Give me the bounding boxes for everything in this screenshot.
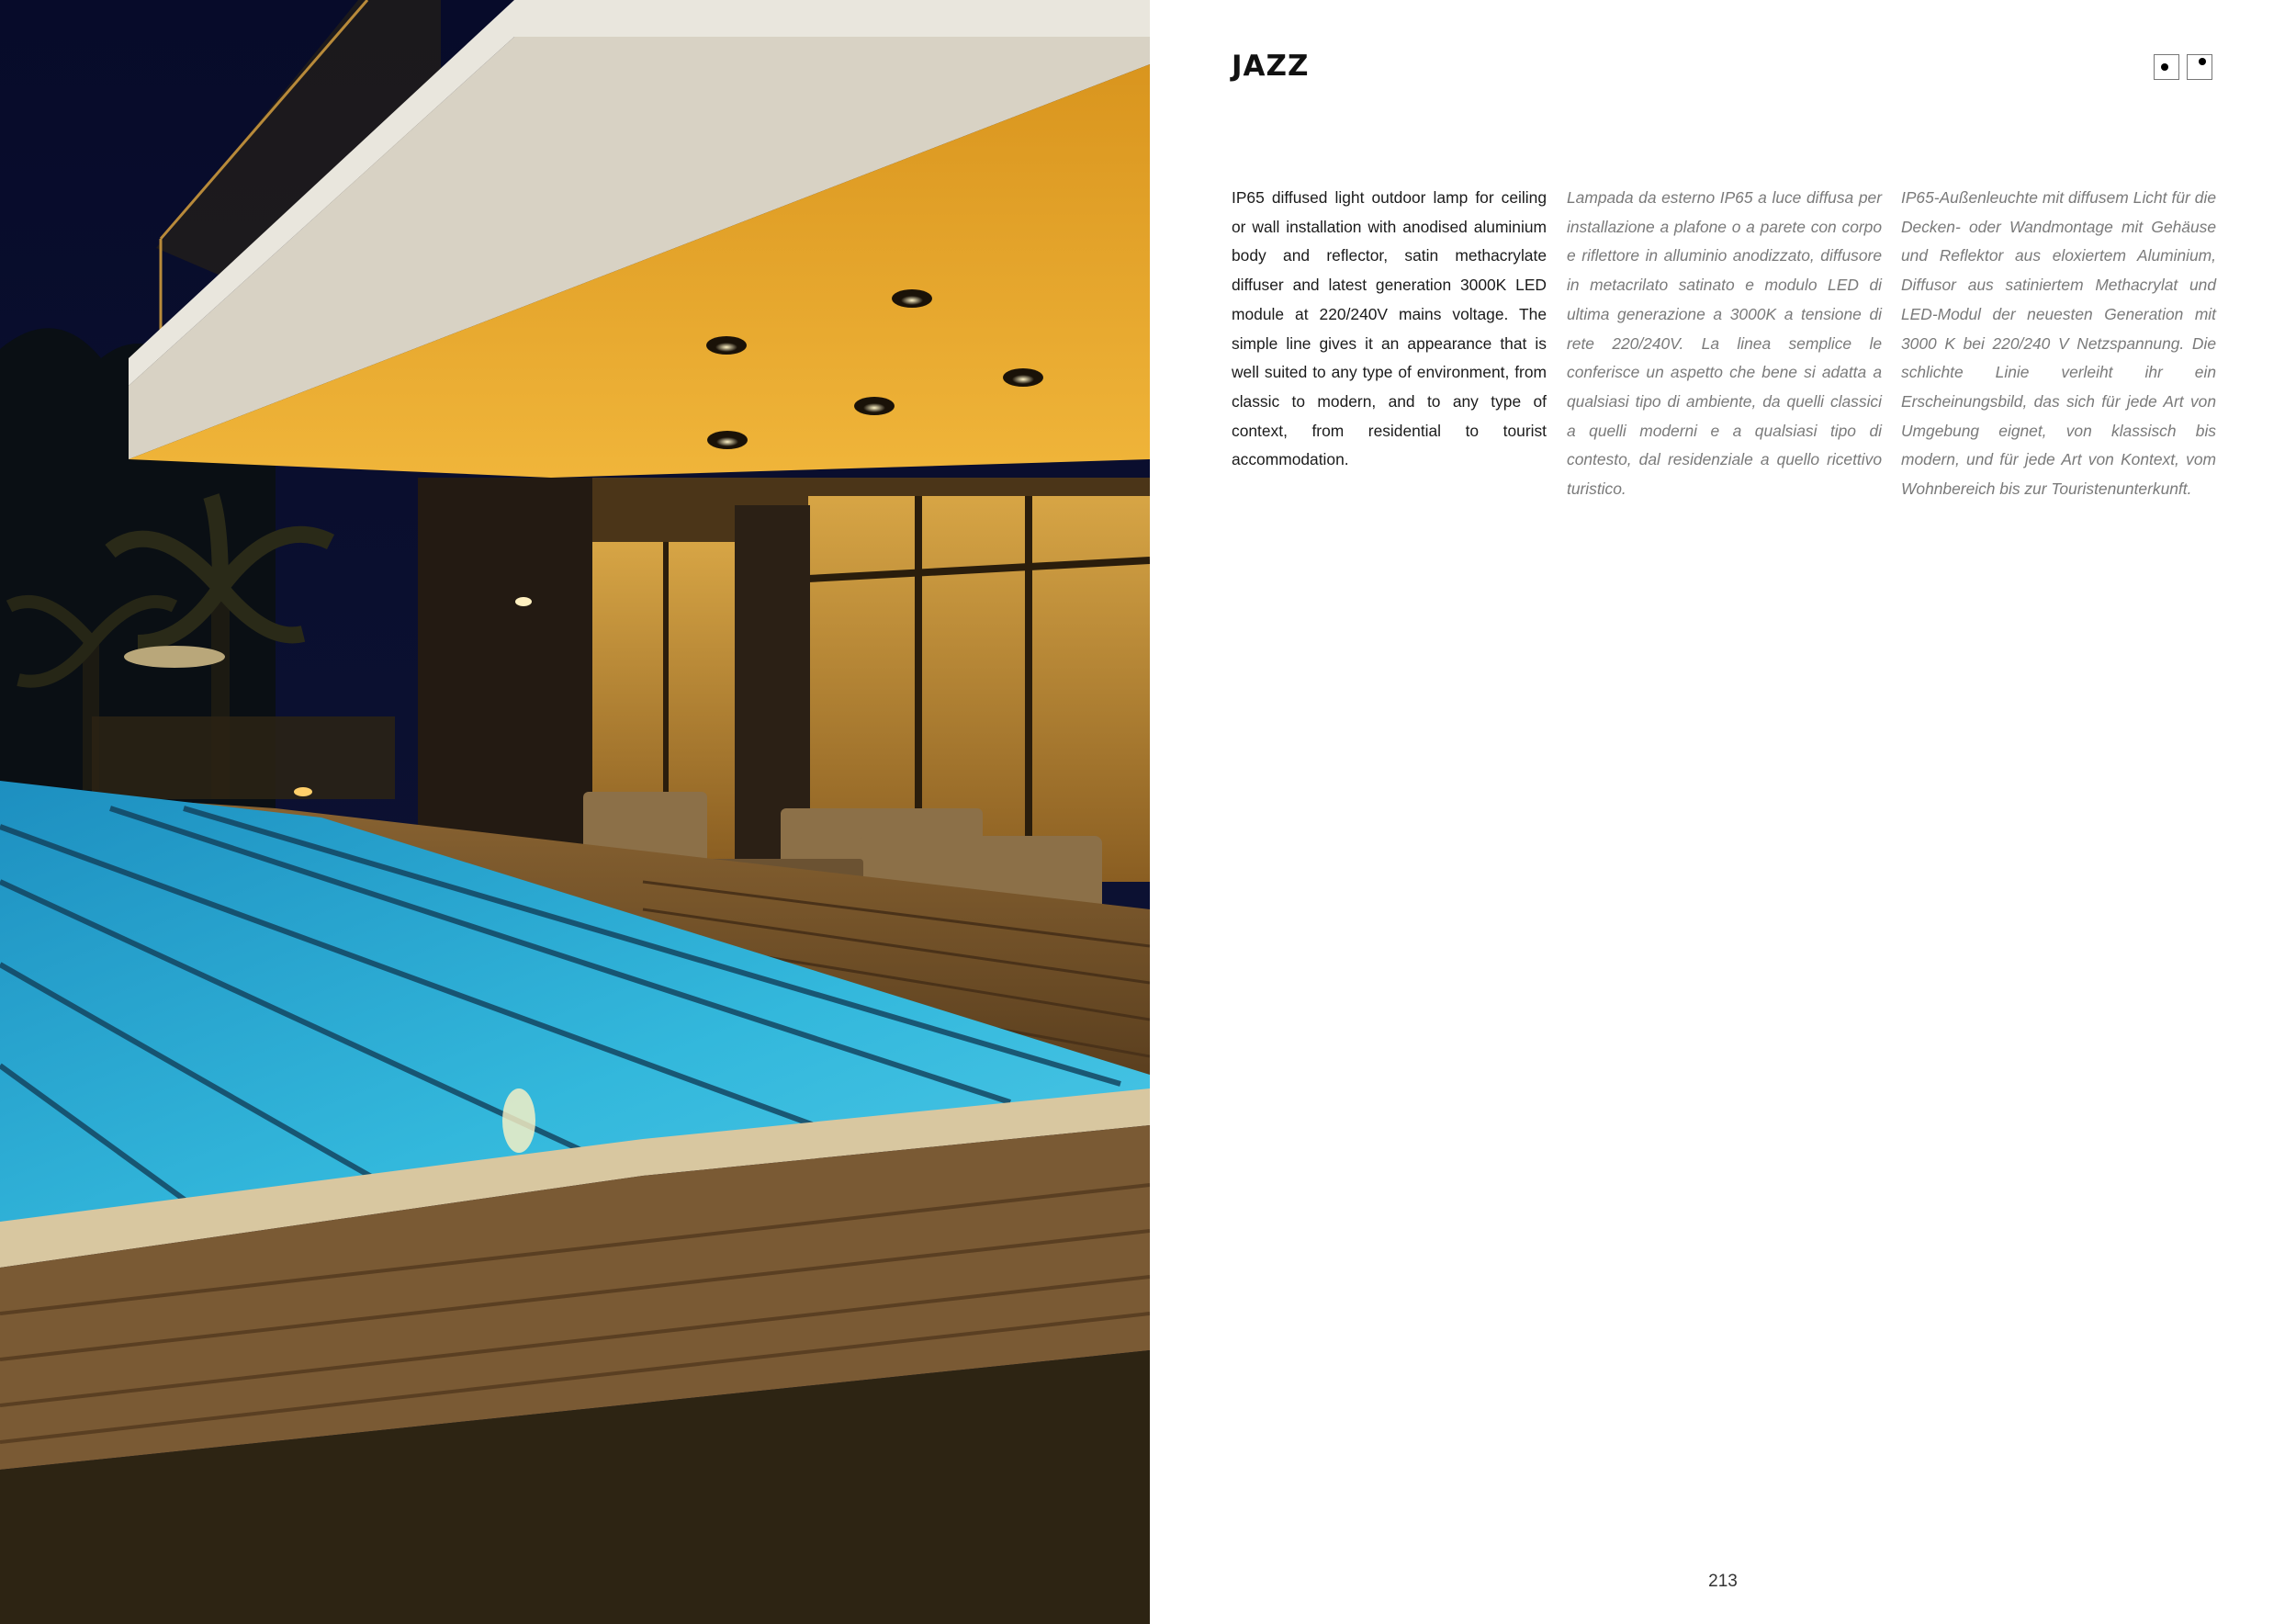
description-german: IP65-Außenleuchte mit diffusem Licht für die Decken- oder Wandmontage mit Gehäuse und Reflektor aus eloxiertem Aluminium, Diffusor aus satiniertem Methacrylat und LED-Modul der neuesten Generation mit 3000 K bei 220/240 V Netzspannung. Die schlichte Linie verleiht ihr ein Erscheinungsbild, das sich für jede Art von Umgebung eignet, von klassisch bis modern, und für jede Art von Kontext, vom Wohnbereich bis zur Touristenunterkunft. <box>1901 188 2216 499</box>
product-title: JAZZ <box>1232 50 1310 83</box>
ceiling-mount-icon <box>2154 54 2179 80</box>
product-page <box>1150 0 2296 1624</box>
description-italian: Lampada da esterno IP65 a luce diffusa per installazione a plafone o a parete con corpo e riflettore in alluminio anodizzato, diffusore in metacrilato satinato e modulo LED di ultima generazione a 3000K a tensione di rete 220/240V. La linea semplice le conferisce un aspetto che bene si adatta a qualsiasi tipo di ambiente, da quelli classici a quelli moderni e a qualsiasi tipo di contesto, dal residenziale a quello ricettivo turistico. <box>1567 188 1882 499</box>
mounting-icons <box>2154 54 2212 80</box>
description-english: IP65 diffused light outdoor lamp for ceiling or wall installation with anodised aluminium body and reflector, satin methacrylate diffuser and latest generation 3000K LED module at 220/240V mains voltage. The simple line gives it an appearance that is well suited to any type of environment, from classic to modern, and to any type of context, from residential to tourist accommodation. <box>1232 188 1547 469</box>
wall-mount-icon <box>2187 54 2212 80</box>
page-number: 213 <box>1708 1572 1738 1591</box>
